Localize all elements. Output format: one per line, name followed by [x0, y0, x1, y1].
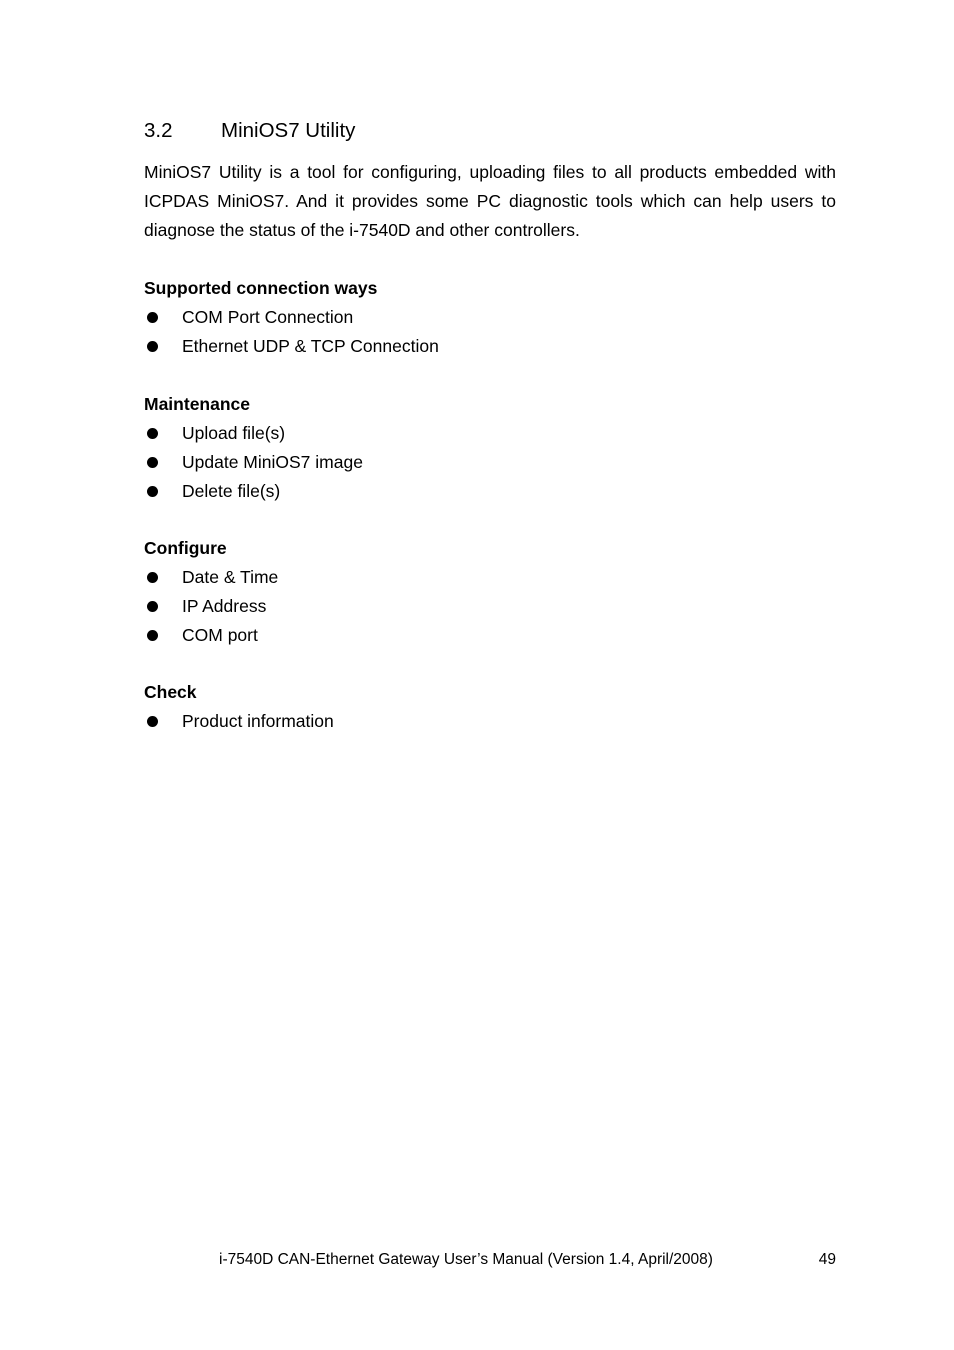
- list-item-label: COM port: [182, 625, 258, 645]
- list-item: [144, 332, 836, 361]
- bullet-icon: [147, 457, 158, 468]
- page-footer: [144, 1249, 836, 1271]
- intro-paragraph: MiniOS7 Utility is a tool for configuring, uploading files to all products embedded with ICPDAS MiniOS7. And it provides some PC diagnostic tools which can help users to diagnose the status of the i-7540D and other controllers.: [144, 162, 836, 240]
- list-item: [144, 477, 836, 506]
- page-number: 49: [818, 1251, 836, 1268]
- list-item-label: IP Address: [182, 596, 267, 616]
- bullet-icon: [147, 716, 158, 727]
- list-item: [144, 448, 836, 477]
- list-item-label: COM Port Connection: [182, 307, 354, 327]
- bullet-icon: [147, 630, 158, 641]
- feature-group-maintenance: [144, 390, 836, 506]
- footer-text: i-7540D CAN-Ethernet Gateway User’s Manual (Version 1.4, April/2008): [219, 1251, 713, 1268]
- bullet-icon: [147, 601, 158, 612]
- bullet-icon: [147, 341, 158, 352]
- bullet-list: [144, 707, 836, 736]
- section-title: MiniOS7 Utility: [221, 119, 356, 142]
- list-item-label: Upload file(s): [182, 423, 286, 443]
- list-item-label: Update MiniOS7 image: [182, 452, 363, 472]
- list-item-label: Delete file(s): [182, 481, 281, 501]
- group-title: Configure: [144, 538, 227, 558]
- bullet-icon: [147, 486, 158, 497]
- bullet-icon: [147, 312, 158, 323]
- list-item: [144, 707, 836, 736]
- list-item: [144, 419, 836, 448]
- list-item: [144, 563, 836, 592]
- bullet-list: [144, 419, 836, 506]
- feature-group-configure: [144, 534, 836, 650]
- list-item-label: Ethernet UDP & TCP Connection: [182, 336, 439, 356]
- group-title: Check: [144, 682, 197, 702]
- bullet-icon: [147, 572, 158, 583]
- group-title: Maintenance: [144, 394, 250, 414]
- bullet-list: [144, 303, 836, 361]
- list-item: [144, 621, 836, 650]
- group-title: Supported connection ways: [144, 278, 378, 298]
- feature-group-connection: [144, 274, 836, 361]
- bullet-list: [144, 563, 836, 650]
- bullet-icon: [147, 428, 158, 439]
- feature-group-check: [144, 678, 836, 736]
- list-item: [144, 303, 836, 332]
- list-item-label: Date & Time: [182, 567, 279, 587]
- list-item: [144, 592, 836, 621]
- section-number: 3.2: [144, 119, 173, 142]
- list-item-label: Product information: [182, 711, 334, 731]
- section-heading: [144, 118, 355, 144]
